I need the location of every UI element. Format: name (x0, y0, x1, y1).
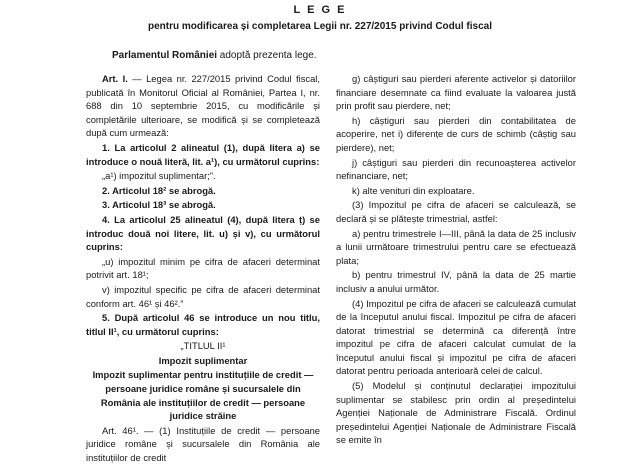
point-2: 2. Articolul 18² se abrogă. (102, 184, 216, 196)
preamble-org: Parlamentul României (112, 50, 218, 61)
titlul-heading: „TITLUL II¹ (180, 340, 226, 352)
law-subtitle: pentru modificarea și completarea Legii nr. 227/2015 privind Codul fiscal (147, 21, 492, 32)
point-1: 1. La articolul 2 alineatul (1), după litera a) se introduce o nouă literă, lit. a¹), cu următorul cuprins: (86, 141, 320, 167)
preamble (112, 50, 317, 61)
point-4: 4. La articolul 25 alineatul (4), după litera ț) se introduc două noi litere, lit. u) și v), cu următorul cuprins: (86, 213, 320, 253)
paragraph-3: (3) Impozitul pe cifra de afaceri se calculează, se declară și se plătește trimestrial, astfel: (336, 199, 576, 224)
item-a: a) pentru trimestrele I—III, până la data de 25 inclusiv a lunii următoare trimestrului pentru care se efectuează plata; (336, 227, 576, 266)
item-k: k) alte venituri din exploatare. (352, 184, 475, 196)
impozit-heading: Impozit suplimentar (158, 354, 248, 366)
point-5: 5. După articolul 46 se introduce un nou titlu, titlul II¹, cu următorul cuprins: (86, 312, 320, 337)
paragraph-5: (5) Modelul și conținutul declarației impozitului suplimentar se stabilesc prin ordin al președintelui Agenției Naționale de Administrare Fiscală. Ordinul președintelui Agenției Naționale de Administrare Fiscală se emite în (336, 380, 576, 446)
item-g: g) câștiguri sau pierderi aferente activelor și datoriilor financiare desemnate ca fiind evaluate la valoarea justă prin profit sau pierdere, net; (336, 73, 576, 112)
item-b: b) pentru trimestrul IV, până la data de 25 martie inclusiv a anului următor. (336, 269, 576, 294)
point-1-quote: „a¹) impozitul suplimentar;”. (102, 170, 216, 182)
left-column (86, 72, 320, 466)
point-4-v: v) impozitul specific pe cifra de afaceri determinat conform art. 46¹ și 46².” (86, 283, 320, 309)
right-column (336, 72, 576, 448)
preamble-text: adoptă prezenta lege. (217, 50, 317, 61)
point-3: 3. Articolul 18³ se abrogă. (102, 199, 216, 211)
article-one-label: Art. I. (102, 73, 128, 84)
section-heading: Impozit suplimentar pentru instituțiile de credit — persoane juridice române și sucursalele din România ale instituțiilor de credit — persoane juridice străine (92, 369, 314, 422)
item-j: j) câștiguri sau pierderi din recunoașterea activelor nefinanciare, net; (336, 156, 576, 182)
paragraph-4: (4) Impozitul pe cifra de afaceri se calculează cumulat de la începutul anului fiscal. Impozitul pe cifra de afaceri datorat trimestrial se determină ca diferență între impozitul pe cifra de afaceri calculat cumulat de la începutul anului fiscal și impozitul pe cifra de afaceri datorat pentru perioada anterioară celei de calcul. (336, 297, 576, 377)
point-4-u: „u) impozitul minim pe cifra de afaceri determinat potrivit art. 18¹; (86, 255, 320, 281)
article-one-text: — Legea nr. 227/2015 privind Codul fiscal, publicată în Monitorul Oficial al României, Partea I, nr. 688 din 10 septembrie 2015, cu modificările și completările ulterioare, se modifică și se completează după cum urmează: (86, 73, 320, 139)
article-46-1: Art. 46¹. — (1) Instituțiile de credit — persoane juridice române și sucursalele din România ale instituțiilor de credit (86, 424, 320, 464)
article-one (86, 72, 320, 140)
item-h: h) câștiguri sau pierderi din contabilitatea de acoperire, net i) diferențe de curs de schimb (câștig sau pierdere), net; (336, 114, 576, 153)
law-title: L E G E (293, 4, 347, 16)
